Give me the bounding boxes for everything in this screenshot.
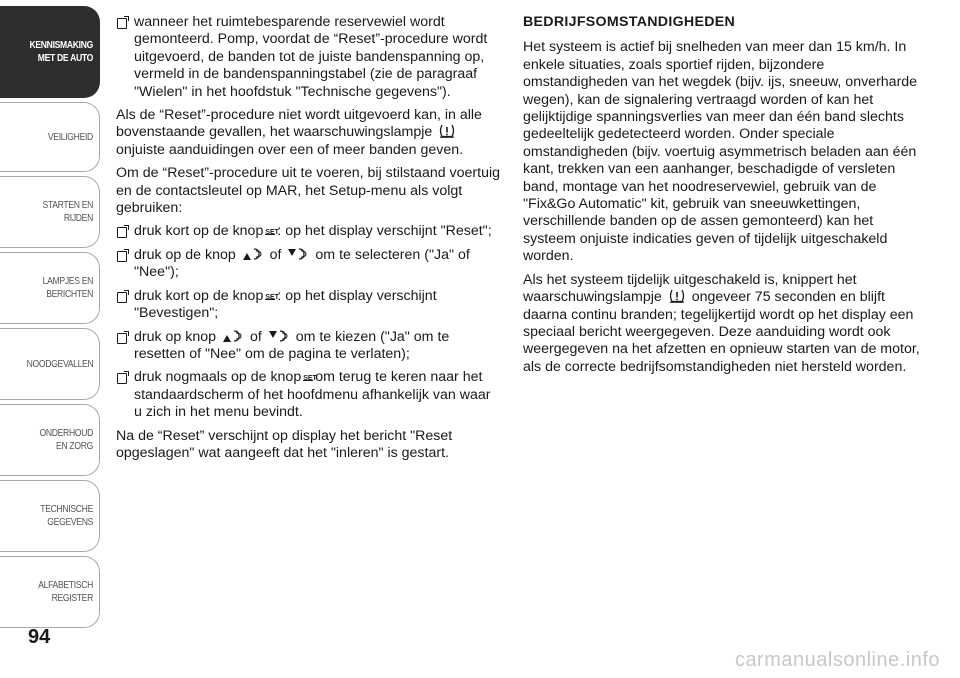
set-button-icon: SET [265, 229, 279, 237]
list-item: druk kort op de knop SET : op het display verschijnt "Reset"; [116, 223, 501, 240]
list-item: wanneer het ruimtebesparende reservewiel wordt gemonteerd. Pomp, voordat de “Reset”-procedure wordt uitgevoerd, de banden tot de juiste bandenspanning op, vermeld in de bandenspanningstabel (zie de paragraaf "Wielen" in het hoofdstuk "Technische gegevens"). [116, 14, 501, 101]
paragraph: Als het systeem tijdelijk uitgeschakeld is, knippert het waarschuwingslampje ongeveer 75 seconden en blijft daarna continu branden; tegelijkertijd wordt op het display een speciaal bericht weergegeven. Deze aanduiding wordt ook weergegeven na het afzetten en opnieuw starten van de motor, als de correcte bedrijfsomstandigheden niet hersteld worden. [523, 271, 920, 375]
tab-onderhoud[interactable] [0, 404, 100, 476]
tyre-pressure-warning-icon [438, 124, 456, 138]
tab-noodgevallen[interactable] [0, 328, 100, 400]
set-button-icon: SET [303, 375, 317, 383]
tab-label: LAMPJES EN BERICHTEN [42, 275, 93, 300]
tab-label: ALFABETISCH REGISTER [38, 579, 93, 604]
watermark: carmanualsonline.info [734, 649, 940, 671]
tab-veiligheid[interactable] [0, 102, 100, 172]
paragraph: Als de “Reset”-procedure niet wordt uitgevoerd kan, in alle bovenstaande gevallen, het waarschuwingslampje onjuiste aanduidingen over een of meer banden geven. [116, 107, 482, 158]
down-arrow-button-icon [287, 247, 309, 261]
tab-label: NOODGEVALLEN [26, 357, 93, 370]
down-arrow-button-icon [268, 329, 290, 343]
tab-lampjes[interactable] [0, 252, 100, 324]
tyre-pressure-warning-icon [668, 289, 686, 303]
left-column [116, 14, 501, 468]
up-arrow-button-icon [222, 329, 244, 343]
tab-register[interactable] [0, 556, 100, 628]
tab-label: ONDERHOUD EN ZORG [39, 427, 93, 452]
paragraph: Na de “Reset” verschijnt op display het bericht "Reset opgeslagen" wat aangeeft dat het "inleren" is gestart. [116, 427, 453, 461]
tab-starten[interactable] [0, 176, 100, 248]
checkbox-bullet-icon [117, 251, 127, 262]
tab-label: TECHNISCHE GEGEVENS [40, 503, 93, 528]
checkbox-bullet-icon [117, 18, 127, 29]
checkbox-bullet-icon [117, 227, 127, 238]
paragraph: Om de “Reset”-procedure uit te voeren, bij stilstaand voertuig en de contactsleutel op MAR, het Setup-menu als volgt gebruiken: [116, 165, 501, 217]
tab-technische[interactable] [0, 480, 100, 552]
chapter-sidebar [0, 0, 102, 678]
checkbox-bullet-icon [117, 292, 127, 303]
checkbox-bullet-icon [117, 373, 127, 384]
section-heading: BEDRIJFSOMSTANDIGHEDEN [523, 14, 736, 30]
list-item: druk op knop of om te kiezen ("Ja" om te resetten of "Nee" om de pagina te verlaten); [116, 329, 501, 364]
up-arrow-button-icon [242, 247, 264, 261]
list-item: druk kort op de knop SET : op het display verschijnt "Bevestigen"; [116, 288, 501, 323]
paragraph: Het systeem is actief bij snelheden van meer dan 15 km/h. In enkele situaties, zoals sportief rijden, bijzondere omstandigheden van het wegdek (bijv. ijs, sneeuw, onverharde wegen), kan de signalering vertraagd worden of kan het gelijktijdige spanningsverlies van meer dan één band slechts gedeeltelijk gedetecteerd worden. Onder speciale omstandigheden (bijv. voertuig asymmetrisch beladen aan één kant, trekken van een aanhanger, beschadigde of versleten band, montage van het noodreservewiel, gebruik van de "Fix&Go Automatic" kit, gebruik van sneeuwkettingen, verschillende banden op de assen gemonteerd) kan het systeem onjuiste indicaties geven of tijdelijk uitgeschakeld worden. [523, 39, 918, 265]
right-column [523, 14, 923, 382]
list-item: druk op de knop of om te selecteren ("Ja" of "Nee"); [116, 247, 501, 282]
tab-label: STARTEN EN RIJDEN [42, 199, 93, 224]
page-number: 94 [28, 626, 51, 648]
list-item: druk nogmaals op de knop SET om terug te keren naar het standaardscherm of het hoofdmenu afhankelijk van waar u zich in het menu bevindt. [116, 369, 501, 421]
tab-label: VEILIGHEID [47, 130, 93, 143]
tab-kennismaking[interactable] [0, 6, 100, 98]
checkbox-bullet-icon [117, 333, 127, 344]
tab-label: KENNISMAKING MET DE AUTO [29, 39, 93, 64]
set-button-icon: SET [265, 293, 279, 301]
